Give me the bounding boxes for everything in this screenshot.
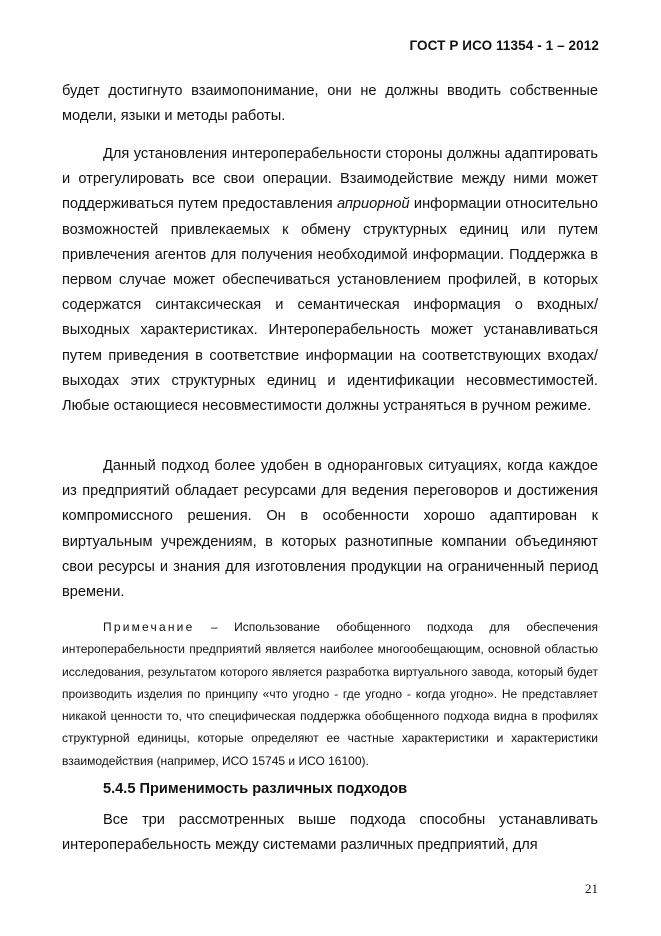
note-dash: – bbox=[194, 620, 235, 634]
note-text: Использование обобщенного подхода для обеспечения интероперабельности предприятий является наиболее многообещающим, основной областью исследования, результатом которого является разработка виртуального завода, который будет производить изделия по принципу «что угодно - где угодно - когда угодно». Не представляет никакой ценности то, что специфическая поддержка обобщенного подхода видна в профилях структурной единицы, которые определяют ее частные характеристики и характеристики взаимодействия (например, ИСО 15745 и ИСО 16100). bbox=[62, 620, 599, 768]
paragraph-1: будет достигнуто взаимопонимание, они не должны вводить собственные модели, языки и методы работы. bbox=[62, 83, 598, 125]
paragraph-4: Все три рассмотренных выше подхода способны устанавливать интероперабельность между системами различных предприятий, для bbox=[62, 812, 598, 854]
paragraph-2 bbox=[62, 142, 598, 419]
standard-header: ГОСТ Р ИСО 11354 - 1 – 2012 bbox=[409, 38, 599, 53]
paragraph-3: Данный подход более удобен в одноранговых ситуациях, когда каждое из предприятий обладает ресурсами для ведения переговоров и достижения компромиссного решения. Он в особенности хорошо адаптирован к виртуальным учреждениям, в которых разнотипные компании объединяют свои ресурсы и знания для изготовления продукции на ограниченный период времени. bbox=[62, 458, 598, 601]
paragraph-2-text-a: Для установления интероперабельности стороны должны адаптировать и отрегулировать все свои операции. Взаимодействие между ними может поддерживаться путем предоставления bbox=[62, 146, 598, 213]
section-title: Применимость различных подходов bbox=[139, 781, 408, 797]
section-heading bbox=[103, 777, 407, 802]
note bbox=[62, 616, 598, 772]
page-number: 21 bbox=[585, 881, 598, 896]
paragraph-2-text-b: информации относительно возможностей привлекаемых к обмену структурных единиц или путем привлечения агентов для получения необходимой информации. Поддержка в первом случае может обеспечиваться установлением профилей, в которых содержатся синтаксическая и семантическая информация о входных/выходных характеристиках. Интероперабельность может устанавливаться путем приведения в соответствие информации на соответствующих входах/выходах этих структурных единиц и идентификации несовместимостей. Любые остающиеся несовместимости должны устраняться в ручном режиме. bbox=[62, 196, 598, 415]
section-number: 5.4.5 bbox=[103, 781, 136, 797]
note-label: Примечание bbox=[103, 620, 195, 634]
paragraph-2-italic: априорной bbox=[336, 196, 410, 213]
